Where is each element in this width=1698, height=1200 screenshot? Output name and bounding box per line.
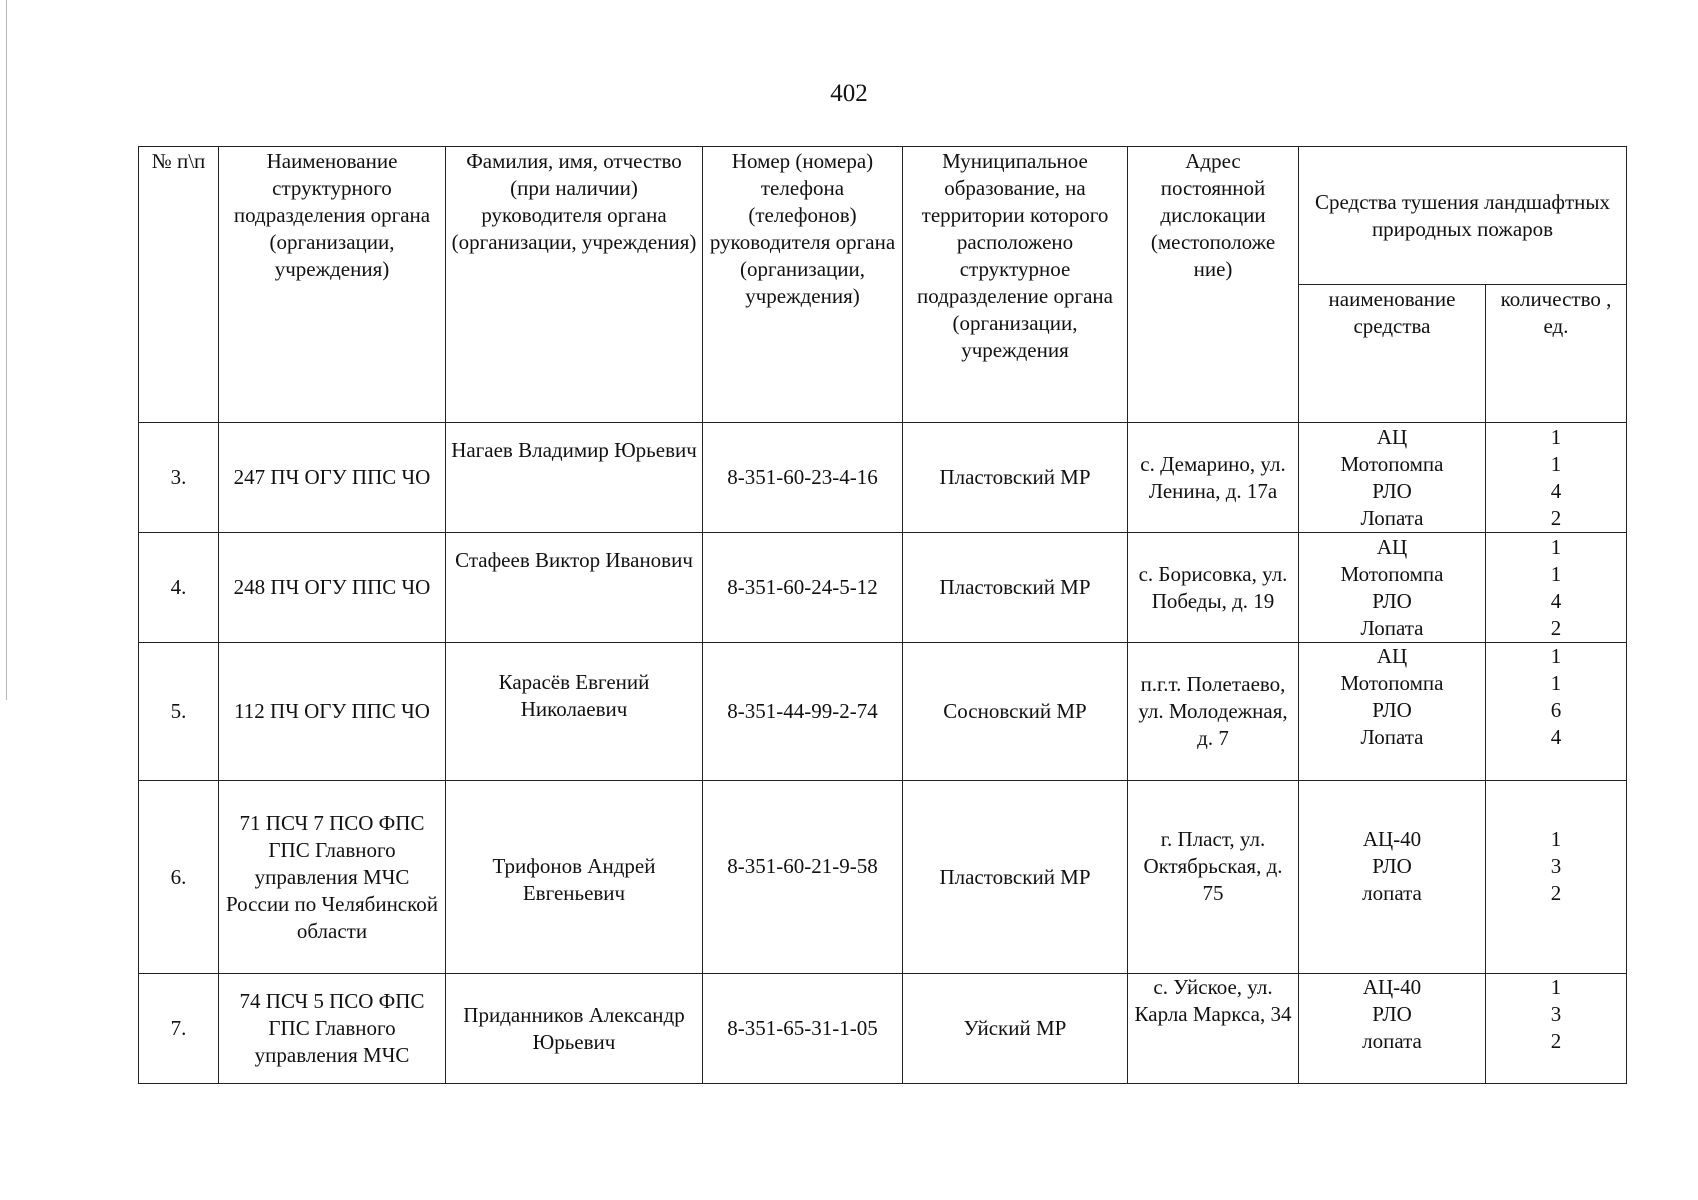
header-head: Фамилия, имя, отчество (при наличии) руководителя органа (организации, учреждения) [446,147,703,423]
cell-means-qty [1486,533,1627,643]
table-row [139,533,1627,643]
header-phone: Номер (номера) телефона (телефонов) руководителя органа (организации, учреждения) [703,147,903,423]
cell-means-names [1299,423,1486,533]
cell-num: 6. [139,781,219,974]
cell-phone: 8-351-60-24-5-12 [703,533,903,643]
cell-num: 5. [139,643,219,781]
table-row [139,423,1627,533]
cell-address: с. Демарино, ул. Ленина, д. 17а [1128,423,1299,533]
cell-municipality: Сосновский МР [903,643,1128,781]
header-municipality: Муниципальное образование, на территории которого расположено структурное подразделение органа (организации, учреждения [903,147,1128,423]
cell-unit: 247 ПЧ ОГУ ППС ЧО [219,423,446,533]
cell-head: Карасёв Евгений Николаевич [446,643,703,781]
header-address: Адрес постоянной дислокации (местоположе ние) [1128,147,1299,423]
means-name: РЛО [1372,1002,1412,1026]
cell-means-names [1299,781,1486,974]
means-name: АЦ-40 [1362,827,1422,851]
cell-municipality: Пластовский МР [903,533,1128,643]
means-qty: 3 [1550,854,1562,878]
means-name: Мотопомпа [1340,451,1444,476]
table-row [139,781,1627,974]
means-qty: 1 [1550,827,1562,851]
means-name: лопата [1362,881,1422,905]
means-name: АЦ [1376,644,1408,668]
cell-address: с. Борисовка, ул. Победы, д. 19 [1128,533,1299,643]
cell-num: 7. [139,974,219,1084]
cell-head: Нагаев Владимир Юрьевич [446,423,703,533]
cell-phone: 8-351-60-23-4-16 [703,423,903,533]
means-qty: 3 [1550,1002,1562,1026]
means-qty: 1 [1550,451,1562,476]
cell-head: Трифонов Андрей Евгеньевич [446,781,703,974]
cell-unit: 248 ПЧ ОГУ ППС ЧО [219,533,446,643]
cell-phone: 8-351-60-21-9-58 [703,781,903,974]
cell-municipality: Пластовский МР [903,423,1128,533]
means-name: АЦ [1376,424,1408,449]
means-qty: 1 [1550,561,1562,586]
means-name: Лопата [1360,725,1424,749]
means-qty: 2 [1550,1029,1562,1053]
fire-units-table [138,146,1627,1084]
means-qty: 1 [1550,644,1562,668]
page-number: 402 [830,80,868,107]
cell-address: с. Уйское, ул. Карла Маркса, 34 [1128,974,1299,1084]
means-name: РЛО [1372,478,1412,503]
cell-means-qty [1486,643,1627,781]
table-body [139,423,1627,1084]
means-qty: 4 [1550,725,1562,749]
table-row [139,643,1627,781]
cell-phone: 8-351-65-31-1-05 [703,974,903,1084]
means-qty: 2 [1550,615,1562,640]
cell-unit: 74 ПСЧ 5 ПСО ФПС ГПС Главного управления МЧС [219,974,446,1084]
cell-unit: 71 ПСЧ 7 ПСО ФПС ГПС Главного управления МЧС России по Челябинской области [219,781,446,974]
means-name: Мотопомпа [1340,671,1444,695]
means-qty: 6 [1550,698,1562,722]
header-means-name: наименование средства [1299,285,1486,423]
cell-means-qty [1486,781,1627,974]
means-qty: 2 [1550,881,1562,905]
means-qty: 4 [1550,588,1562,613]
cell-means-qty [1486,423,1627,533]
means-qty: 2 [1550,505,1562,530]
means-qty: 1 [1550,424,1562,449]
cell-means-names [1299,974,1486,1084]
header-means-qty: количество , ед. [1486,285,1627,423]
means-name: РЛО [1372,854,1412,878]
cell-phone: 8-351-44-99-2-74 [703,643,903,781]
means-qty: 1 [1550,534,1562,559]
means-name: РЛО [1372,698,1412,722]
cell-head: Стафеев Виктор Иванович [446,533,703,643]
cell-num: 3. [139,423,219,533]
cell-municipality: Пластовский МР [903,781,1128,974]
table-header [139,147,1627,423]
cell-address: п.г.т. Полетаево, ул. Молодежная, д. 7 [1128,643,1299,781]
means-name: РЛО [1372,588,1412,613]
means-name: АЦ-40 [1362,975,1422,999]
means-name: Лопата [1360,615,1424,640]
cell-unit: 112 ПЧ ОГУ ППС ЧО [219,643,446,781]
header-unit: Наименование структурного подразделения органа (организации, учреждения) [219,147,446,423]
cell-num: 4. [139,533,219,643]
means-name: Лопата [1360,505,1424,530]
cell-means-names [1299,643,1486,781]
means-name: лопата [1362,1029,1422,1053]
cell-means-names [1299,533,1486,643]
header-means-group: Средства тушения ландшафтных природных пожаров [1299,147,1627,285]
means-qty: 1 [1550,975,1562,999]
means-name: Мотопомпа [1340,561,1444,586]
means-qty: 4 [1550,478,1562,503]
means-qty: 1 [1550,671,1562,695]
cell-municipality: Уйский МР [903,974,1128,1084]
header-num: № п\п [139,147,219,423]
cell-means-qty [1486,974,1627,1084]
cell-address: г. Пласт, ул. Октябрьская, д. 75 [1128,781,1299,974]
means-name: АЦ [1376,534,1408,559]
table-row [139,974,1627,1084]
cell-head: Приданников Александр Юрьевич [446,974,703,1084]
